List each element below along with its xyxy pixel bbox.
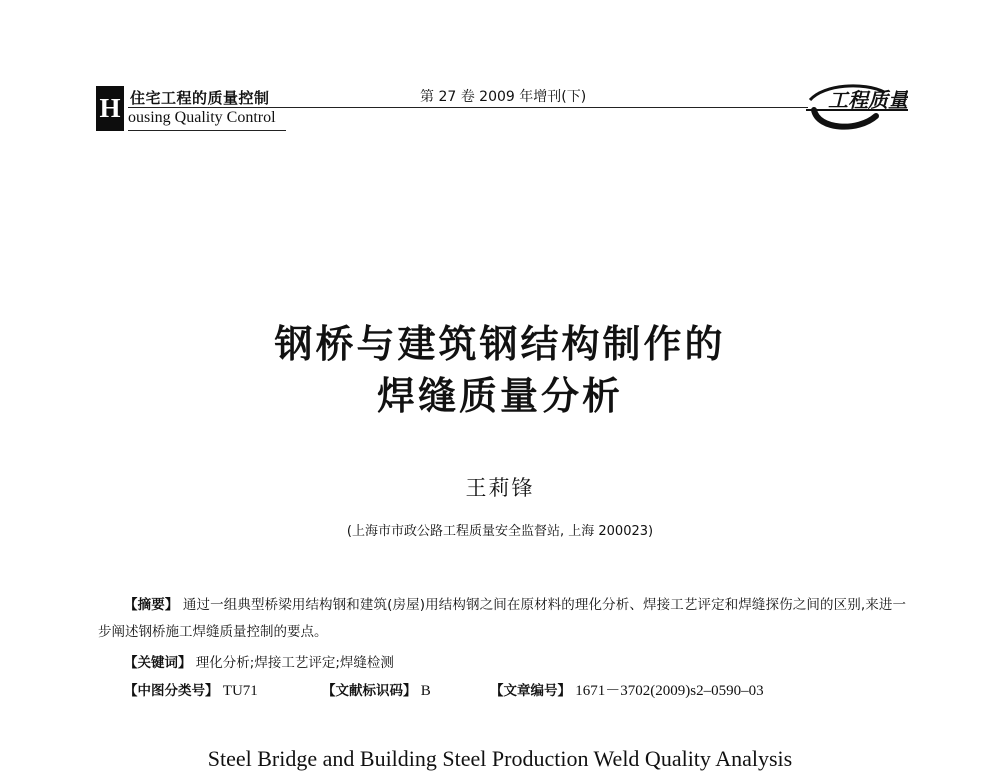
doc-code-value: B [420,683,431,699]
author-name: 王莉锋 [465,476,535,500]
abstract [98,592,906,646]
title-line-1: 钢桥与建筑钢结构制作的 [274,322,726,366]
document-code [322,679,431,700]
article-number [490,679,764,700]
english-title: Steel Bridge and Building Steel Production Weld Quality Analysis [207,746,793,771]
keywords-text: 理化分析;焊接工艺评定;焊缝检测 [195,655,394,671]
keywords-label: 【关键词】 [124,655,192,671]
header-subrule [128,130,286,131]
clc-value: TU71 [222,683,258,699]
journal-badge: H [96,86,124,131]
title-line-2: 焊缝质量分析 [376,374,623,418]
clc-number [124,679,258,700]
journal-header [96,86,908,134]
logo-text: 工程质量 [828,88,908,112]
clc-label: 【中图分类号】 [124,683,219,699]
keywords [124,651,394,671]
doc-code-label: 【文献标识码】 [322,683,417,699]
author-affiliation: (上海市市政公路工程质量安全监督站, 上海 200023) [346,524,654,539]
article-no-value: 1671－3702(2009)s2–0590–03 [575,683,764,699]
article-no-label: 【文章编号】 [490,683,571,699]
abstract-text: 通过一组典型桥梁用结构钢和建筑(房屋)用结构钢之间在原材料的理化分析、焊接工艺评定和焊缝探伤之间的区别,来进一步阐述钢桥施工焊缝质量控制的要点。 [98,597,907,640]
journal-logo-icon [804,80,908,132]
paper-title [0,318,1000,422]
journal-title-en: ousing Quality Control [128,109,276,126]
abstract-label: 【摘要】 [124,597,179,613]
issue-info: 第 27 卷 2009 年增刊(下) [414,86,592,106]
journal-title-cn: 住宅工程的质量控制 [130,89,270,107]
